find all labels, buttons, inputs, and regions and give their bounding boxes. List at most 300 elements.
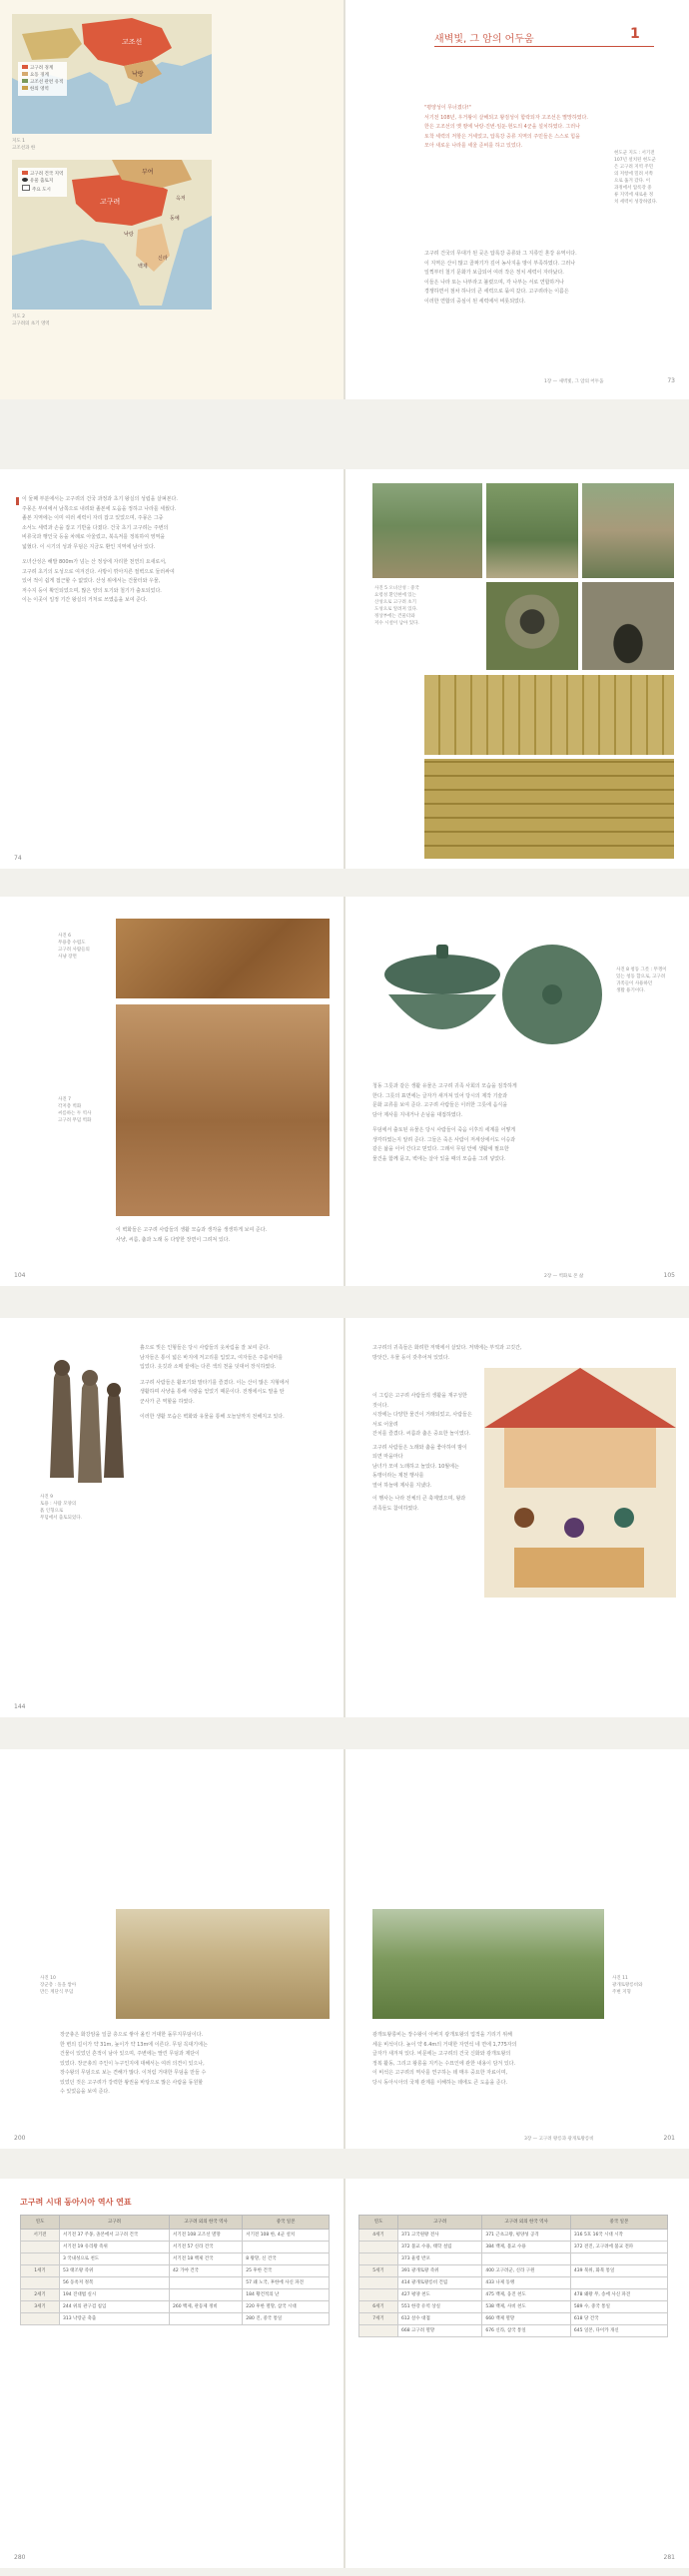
gutter	[344, 1318, 345, 1717]
vessel-lid-knob	[436, 945, 448, 959]
year-cell: 7세기	[359, 2313, 398, 2325]
year-cell: 2세기	[21, 2289, 60, 2301]
body-line: 열어 하늘에 제사를 지냈다.	[372, 1482, 432, 1489]
body-line: 시장에는 다양한 물건이 거래되었고, 사람들은 서로 어울려	[372, 1412, 472, 1428]
caption-line: 무덤에서 출토되었다.	[40, 1516, 82, 1521]
illustration-person	[564, 1518, 584, 1538]
china-japan-cell: 589 수, 중국 통일	[570, 2301, 667, 2313]
other-korea-cell	[170, 2313, 243, 2325]
body-line: 이들은 나라 또는 나부라고 불렸으며, 각 나부는 서로 연합하거나	[424, 279, 564, 286]
legend-label: 고조선 관련 유적	[30, 80, 64, 85]
table-row	[359, 2230, 668, 2242]
body-line: 정복 활동, 그리고 왕릉을 지키는 수묘인에 관한 내용이 담겨 있다.	[372, 2060, 516, 2067]
table-header-row	[359, 2216, 668, 2230]
body-line: 세운 비석이다. 높이 약 6.4m의 거대한 자연석 네 면에 1,775자의	[372, 2041, 517, 2048]
photo-bronze-vessel	[372, 915, 608, 1064]
legend-item	[22, 79, 63, 86]
caption-line: 씨름하는 두 역사	[58, 1111, 92, 1116]
year-cell: 3세기	[21, 2301, 60, 2313]
page-number: 74	[14, 855, 22, 862]
caption-line: 사냥 장면	[58, 955, 77, 960]
map2-legend	[18, 168, 67, 197]
body-line: 사냥, 씨름, 춤과 노래 등 다양한 장면이 그려져 있다.	[116, 1236, 231, 1243]
vessel-lid	[384, 955, 500, 994]
body-line: 장군총은 화강암을 일곱 층으로 쌓아 올린 거대한 돌무지무덤이다.	[60, 2032, 204, 2038]
mural1-caption	[58, 933, 112, 961]
map-label-nakrang: 낙랑	[132, 71, 144, 78]
legend-item	[22, 185, 63, 194]
body-line: 고구려 사람들은 노래와 춤을 좋아하여 밤이 되면 마을마다	[372, 1444, 467, 1460]
side-note-line: 으로 옮겨 갔다. 이	[614, 179, 651, 184]
year-cell	[21, 2313, 60, 2325]
china-japan-cell: 316 5호 16국 시대 시작	[570, 2230, 667, 2242]
spread-tombs	[0, 1749, 689, 2149]
table-row	[359, 2301, 668, 2313]
table-row	[21, 2301, 330, 2313]
year-cell	[21, 2254, 60, 2265]
china-japan-cell: 57 왜 노국, 후한에 사신 파견	[243, 2277, 330, 2289]
goguryeo-cell: 313 낙랑군 축출	[60, 2313, 170, 2325]
body-line: 흙으로 빚은 인형들은 당시 사람들의 옷차림을 잘 보여 준다.	[140, 1345, 271, 1351]
body-line: 이러한 연합의 중심이 된 세력에서 비롯되었다.	[424, 298, 526, 305]
body-line: 주몽은 부여에서 남쪽으로 내려와 졸본에 도읍을 정하고 나라를 세웠다.	[22, 505, 177, 512]
photo-fortress-gate	[582, 483, 674, 578]
caption-number: 지도 1	[12, 139, 25, 144]
quote-line: 한은 고조선의 옛 땅에 낙랑·진번·임둔·현도의 4군을 설치하였다. 그러나	[424, 124, 580, 130]
body-line: 고구려 건국의 무대가 된 곳은 압록강 중류와 그 지류인 혼강 유역이다.	[424, 251, 577, 257]
goguryeo-cell: 서기전 19 유리왕 즉위	[60, 2242, 170, 2254]
body-line: 남자들은 통이 넓은 바지에 저고리를 입었고, 여자들은 주름치마를	[140, 1354, 284, 1361]
china-japan-cell: 618 당 건국	[570, 2313, 667, 2325]
year-cell: 서기전	[21, 2230, 60, 2242]
caption-line: 생활 용기이다.	[616, 988, 645, 993]
page-105	[344, 897, 689, 1286]
body-line: 이 그림은 고구려 사람들의 생활을 재구성한 것이다.	[372, 1393, 467, 1409]
body-line: 고구려의 귀족들은 화려한 저택에서 살았다. 저택에는 부엌과 고깃간,	[372, 1345, 522, 1351]
chapter-number: 1	[630, 26, 640, 42]
caption-line: 사진 11	[612, 1976, 628, 1981]
body-line: 한 변의 길이가 약 31m, 높이가 약 13m에 이른다. 무덤 꼭대기에는	[60, 2041, 208, 2048]
col-header-china-japan: 중국 일본	[570, 2216, 667, 2230]
other-korea-cell	[482, 2254, 571, 2265]
photo-left-caption	[40, 1975, 112, 1996]
body-line: 입었다. 옷깃과 소매 끝에는 다른 색의 천을 덧대어 장식하였다.	[140, 1364, 277, 1370]
col-header-goguryeo: 고구려	[60, 2216, 170, 2230]
goguryeo-cell: 56 동옥저 정복	[60, 2277, 170, 2289]
spread-murals	[0, 897, 689, 1286]
goguryeo-cell: 414 광개토왕릉비 건립	[398, 2277, 482, 2289]
table-row	[21, 2289, 330, 2301]
col-header-china-japan: 중국 일본	[243, 2216, 330, 2230]
photo-fortress-ruins	[486, 483, 578, 578]
col-header-goguryeo: 고구려	[398, 2216, 482, 2230]
body-line: 고구려 초기의 도성으로 여겨진다. 사방이 깎아지른 절벽으로 둘러싸여	[22, 568, 175, 575]
photo-tunnel	[582, 582, 674, 670]
side-note-line: 은 고구려 지역 주민	[614, 165, 654, 170]
drop-accent	[16, 497, 19, 505]
other-korea-cell	[170, 2277, 243, 2289]
body-line: 한다. 그릇의 표면에는 글자가 새겨져 있어 당시의 제작 기술과	[372, 1092, 508, 1099]
page-73	[344, 0, 689, 399]
body-line: 이 비석은 고구려의 역사를 연구하는 데 매우 중요한 자료이며,	[372, 2070, 508, 2076]
china-japan-cell: 220 후한 멸망, 삼국 시대	[243, 2301, 330, 2313]
body-line: 건물이 있었던 흔적이 남아 있으며, 주변에는 딸린 무덤과 제단이	[60, 2051, 200, 2057]
photo-mural-wrestling	[116, 1004, 330, 1216]
col-header-other-korea: 고구려 외의 한국 역사	[482, 2216, 571, 2230]
body-text	[116, 1226, 330, 1245]
page-104	[0, 897, 344, 1286]
body-line: 이 벽화들은 고구려 사람들의 생활 모습과 생각을 생생하게 보여 준다.	[116, 1227, 268, 1233]
year-cell	[21, 2242, 60, 2254]
other-korea-cell: 서기전 18 백제 건국	[170, 2254, 243, 2265]
page-74	[0, 469, 344, 869]
table-row	[359, 2277, 668, 2289]
year-cell	[21, 2277, 60, 2289]
body-line: 이러한 생활 모습은 벽화와 유물을 통해 오늘날까지 전해지고 있다.	[140, 1414, 285, 1420]
other-korea-cell: 42 가야 건국	[170, 2265, 243, 2277]
caption-line: 고구려 무덤 벽화	[58, 1118, 92, 1123]
goguryeo-cell: 371 고국원왕 전사	[398, 2230, 482, 2242]
map1-legend	[18, 62, 67, 96]
running-footer: 2장 — 벽화로 본 삶	[544, 1274, 584, 1279]
body-line: 있어 적이 쉽게 접근할 수 없었다. 산성 위에서는 건물터와 우물,	[22, 578, 161, 584]
quote-line: 서기전 108년, 우거왕이 살해되고 왕검성이 함락되자 고조선은 멸망하였다.	[424, 114, 588, 121]
legend-label: 고구려 경계	[30, 66, 54, 71]
caption-line: 산성으로 고구려 초기	[374, 600, 416, 605]
gutter	[344, 1749, 345, 2149]
body-line: 경쟁하면서 점차 하나의 큰 세력으로 묶여 갔다. 고구려라는 이름은	[424, 289, 569, 295]
legend-label: 요동 경계	[30, 73, 49, 78]
body-line: 생각하였는지 알려 준다. 그들은 죽은 사람이 저세상에서도 이승과	[372, 1136, 516, 1143]
body-line: 있었다. 장군총의 주인이 누구인지에 대해서는 여러 의견이 있으나,	[60, 2060, 205, 2067]
year-cell	[359, 2325, 398, 2337]
other-korea-cell: 400 고구려군, 신라 구원	[482, 2265, 571, 2277]
goguryeo-cell: 3 국내성으로 천도	[60, 2254, 170, 2265]
caption-line: 사진 5 오녀산성 : 중국	[374, 586, 419, 591]
chapter-rule	[434, 46, 654, 47]
body-text	[60, 2031, 330, 2098]
col-header-year: 연도	[21, 2216, 60, 2230]
map2-caption	[12, 314, 50, 327]
year-cell	[359, 2289, 398, 2301]
year-cell	[359, 2254, 398, 2265]
photo-fortress-wall	[372, 483, 482, 578]
body-text-top	[372, 1344, 672, 1363]
map-label-nakrang: 낙랑	[124, 232, 134, 238]
body-text	[22, 495, 327, 606]
other-korea-cell: 433 나제 동맹	[482, 2277, 571, 2289]
body-line: 잔치를 즐겼다. 씨름과 춤은 중요한 놀이였다.	[372, 1431, 471, 1437]
body-line: 청동 그릇과 같은 생활 유물은 고구려 귀족 사회의 모습을 짐작하게	[372, 1083, 517, 1089]
timeline-table-left	[20, 2215, 330, 2325]
caption-line: 무용총 수렵도	[58, 941, 86, 946]
china-japan-cell	[570, 2254, 667, 2265]
map-label-buyeo: 부여	[142, 169, 154, 176]
illustration-house	[504, 1428, 656, 1488]
year-cell	[359, 2277, 398, 2289]
goguryeo-cell: 53 태조왕 즉위	[60, 2265, 170, 2277]
legend-label: 고구려 건국 지역	[30, 172, 64, 177]
timeline-title: 고구려 시대 동아시아 역사 연표	[20, 2198, 132, 2207]
body-line: 방앗간, 우물 등이 갖추어져 있었다.	[372, 1354, 450, 1361]
page-number: 201	[663, 2135, 675, 2142]
figurine-1-head	[54, 1360, 70, 1376]
legend-label: 주요 도시	[32, 188, 51, 193]
caption-line: 사진 7	[58, 1097, 71, 1102]
year-cell: 5세기	[359, 2265, 398, 2277]
photo-general-tomb	[116, 1909, 330, 2019]
caption-line: 각저총 벽화	[58, 1104, 82, 1109]
table-row	[21, 2254, 330, 2265]
caption-line: 토용 : 사람 모양의	[40, 1502, 77, 1507]
illustration-market	[514, 1548, 644, 1588]
page-75	[344, 469, 689, 869]
page-281	[344, 2179, 689, 2568]
body-line: 광개토왕릉비는 장수왕이 아버지 광개토왕의 업적을 기리기 위해	[372, 2032, 512, 2038]
china-japan-cell: 184 황건적의 난	[243, 2289, 330, 2301]
goguryeo-cell: 373 율령 반포	[398, 2254, 482, 2265]
table-row	[21, 2265, 330, 2277]
page-200	[0, 1749, 344, 2149]
legend-label: 유물 출토지	[30, 179, 54, 184]
spread-maps-chapter	[0, 0, 689, 399]
timeline-body-right	[359, 2230, 668, 2337]
chapter-body	[424, 250, 608, 307]
goguryeo-cell: 612 살수 대첩	[398, 2313, 482, 2325]
other-korea-cell: 260 백제, 관등제 정비	[170, 2301, 243, 2313]
other-korea-cell: 676 신라, 삼국 통일	[482, 2325, 571, 2337]
year-cell: 6세기	[359, 2301, 398, 2313]
gutter	[344, 2179, 345, 2568]
figurine-3-head	[107, 1383, 121, 1397]
illustration-village-life	[484, 1368, 676, 1598]
side-note-line: 치 세력이 성장하였다.	[614, 200, 658, 205]
page-number: 105	[663, 1272, 675, 1279]
gutter	[344, 897, 345, 1286]
goguryeo-cell: 372 불교 수용, 태학 설립	[398, 2242, 482, 2254]
running-footer: 1장 — 새벽빛, 그 암의 어두움	[544, 379, 604, 384]
side-note	[614, 150, 680, 206]
page-145	[344, 1318, 689, 1717]
photo-caption	[374, 585, 478, 627]
china-japan-cell	[570, 2277, 667, 2289]
body-line: 장수왕의 무덤으로 보는 견해가 많다. 이처럼 거대한 무덤을 만들 수	[60, 2070, 207, 2076]
caption-line: 귀족들이 사용하던	[616, 981, 653, 986]
photo-site-aerial-2	[424, 759, 674, 859]
map-label-silla: 신라	[158, 256, 168, 262]
body-line: 물건을 함께 묻고, 벽에는 살아 있을 때의 모습을 그려 넣었다.	[372, 1155, 506, 1162]
goguryeo-cell: 551 한강 유역 상실	[398, 2301, 482, 2313]
side-note-line: 107년 설치된 현도군	[614, 158, 656, 163]
caption-line: 광개토왕릉비와	[612, 1983, 643, 1988]
caption-line: 요령성 환인현에 있는	[374, 593, 416, 598]
other-korea-cell: 538 백제, 사비 천도	[482, 2301, 571, 2313]
table-row	[359, 2289, 668, 2301]
year-cell: 1세기	[21, 2265, 60, 2277]
caption-line: 사진 8 청동 그릇 : 뚜껑이	[616, 967, 667, 972]
legend-item	[22, 86, 63, 93]
body-line: 오녀산성은 해발 800m가 넘는 산 정상에 자리한 천연의 요새로서,	[22, 559, 167, 565]
map1-caption	[12, 138, 35, 152]
page-number: 104	[14, 1272, 26, 1279]
quote-line: 모아 새로운 나라를 세울 준비를 하고 있었다.	[424, 143, 523, 149]
body-line: 이 둘째 부분에서는 고구려의 건국 과정과 초기 왕실의 성립을 살펴본다.	[22, 496, 178, 502]
table-row	[21, 2313, 330, 2325]
photo-site-aerial-1	[424, 675, 674, 755]
goguryeo-cell: 668 고구려 멸망	[398, 2325, 482, 2337]
side-note-line: 과정에서 압록강 중	[614, 186, 652, 191]
other-korea-cell: 660 백제 멸망	[482, 2313, 571, 2325]
page-144	[0, 1318, 344, 1717]
illustration-person	[514, 1508, 534, 1528]
spread-figurines	[0, 1318, 689, 1717]
photo-well	[486, 582, 578, 670]
table-header-row	[21, 2216, 330, 2230]
year-cell: 4세기	[359, 2230, 398, 2242]
body-text	[372, 2031, 642, 2088]
caption-line: 주변 지형	[612, 1990, 631, 1995]
photo-mural-hunting	[116, 919, 330, 998]
table-row	[359, 2325, 668, 2337]
body-line: 저수지 등이 확인되었으며, 많은 양의 토기와 철기가 출토되었다.	[22, 587, 162, 594]
running-footer: 3장 — 고구려 왕릉과 광개토왕릉비	[524, 2137, 594, 2142]
body-line: 당시 동아시아의 국제 관계를 이해하는 데에도 큰 도움을 준다.	[372, 2079, 508, 2086]
goguryeo-cell: 서기전 37 주몽, 졸본에서 고구려 건국	[60, 2230, 170, 2242]
legend-item	[22, 72, 63, 79]
body-line: 소서노 세력과 손을 잡고 기반을 다졌다. 건국 초기 고구려는 주변의	[22, 524, 169, 531]
timeline-body-left	[21, 2230, 330, 2325]
gutter	[344, 0, 345, 399]
page-number: 280	[14, 2554, 26, 2561]
goguryeo-cell: 427 평양 천도	[398, 2289, 482, 2301]
body-line: 졸본 지역에는 이미 여러 세력이 자리 잡고 있었으며, 주몽은 그중	[22, 515, 164, 521]
body-line: 담아 제사를 지내거나 손님을 대접하였다.	[372, 1111, 463, 1118]
body-line: 문화 교류를 보여 준다. 고구려 사람들은 이러한 그릇에 음식을	[372, 1102, 508, 1108]
table-row	[359, 2313, 668, 2325]
china-japan-cell: 645 일본, 다이카 개신	[570, 2325, 667, 2337]
vessel-caption	[616, 966, 682, 994]
table-row	[359, 2254, 668, 2265]
figure-caption	[40, 1494, 130, 1522]
chapter-quote	[424, 104, 608, 152]
table-row	[21, 2230, 330, 2242]
body-line: 같은 삶을 이어 간다고 믿었다. 그래서 무덤 안에 생활에 필요한	[372, 1146, 509, 1152]
caption-line: 사진 6	[58, 934, 71, 939]
other-korea-cell: 475 백제, 웅진 천도	[482, 2289, 571, 2301]
body-line: 있었던 것은 고구려가 강력한 왕권을 바탕으로 많은 사람을 동원할	[60, 2079, 204, 2086]
china-japan-cell: 25 후한 건국	[243, 2265, 330, 2277]
caption-line: 도성으로 알려져 있다.	[374, 607, 418, 612]
quote-line: "평양성이 무너졌다!"	[424, 105, 471, 111]
china-japan-cell: 372 전진, 고구려에 불교 전파	[570, 2242, 667, 2254]
body-line: 수 있었음을 보여 준다.	[60, 2089, 110, 2095]
caption-line: 정상부에는 건물터와	[374, 614, 415, 619]
body-line: 비류국과 행인국 등을 차례로 아울렀고, 북옥저를 정복하여 영역을	[22, 534, 166, 540]
goguryeo-cell: 391 광개토왕 즉위	[398, 2265, 482, 2277]
timeline-table-right	[358, 2215, 668, 2337]
body-text	[140, 1344, 330, 1423]
caption-text: 고조선과 한	[12, 146, 36, 151]
body-line: 일찍부터 철기 문화가 보급되어 여러 작은 정치 세력이 자라났다.	[424, 270, 564, 276]
legend-label: 한의 영역	[30, 87, 49, 92]
china-japan-cell: 8 왕망, 신 건국	[243, 2254, 330, 2265]
page-number: 73	[667, 377, 675, 384]
other-korea-cell: 서기전 57 신라 건국	[170, 2242, 243, 2254]
table-row	[21, 2242, 330, 2254]
body-text-side	[372, 1388, 478, 1514]
map-label-okjeo: 옥저	[176, 196, 186, 202]
vessel-lid-center	[542, 984, 562, 1004]
page-number: 200	[14, 2135, 26, 2142]
body-line: 이는 이곳이 일정 기간 왕실의 거처로 쓰였음을 보여 준다.	[22, 597, 148, 603]
goguryeo-cell: 194 진대법 실시	[60, 2289, 170, 2301]
caption-line: 만든 계단식 무덤	[40, 1990, 74, 1995]
page-280	[0, 2179, 344, 2568]
map-label-baekje: 백제	[138, 264, 148, 270]
year-cell	[359, 2242, 398, 2254]
photo-right-caption	[612, 1975, 682, 1996]
china-japan-cell	[243, 2242, 330, 2254]
legend-item	[22, 178, 63, 185]
caption-line: 있는 청동 합으로, 고구려	[616, 974, 666, 979]
body-line: 넓혔다. 이 시기의 성과 무덤은 지금도 환인 지역에 남아 있다.	[22, 543, 156, 550]
body-line: 고구려 사람들은 활쏘기와 말타기를 즐겼다. 이는 산이 많은 지형에서	[140, 1379, 290, 1386]
body-line: 이 지역은 산이 많고 골짜기가 깊어 농사지을 땅이 부족하였다. 그러나	[424, 260, 576, 267]
legend-item	[22, 65, 63, 72]
side-note-line: 의 저항에 밀려 서쪽	[614, 172, 654, 177]
map-label-dongye: 동예	[170, 216, 180, 222]
photo-figurines	[40, 1338, 130, 1488]
goguryeo-cell: 244 위의 관구검 침입	[60, 2301, 170, 2313]
page-72	[0, 0, 344, 399]
other-korea-cell: 371 근초고왕, 평양성 공격	[482, 2230, 571, 2242]
body-line: 남녀가 모여 노래하고 놀았다. 10월에는 동맹이라는 제천 행사를	[372, 1463, 459, 1479]
other-korea-cell: 서기전 108 고조선 멸망	[170, 2230, 243, 2242]
caption-line: 장군총 : 돌을 쌓아	[40, 1983, 77, 1988]
table-row	[21, 2277, 330, 2289]
mural2-caption	[58, 1096, 112, 1124]
caption-line: 흙 인형으로	[40, 1509, 64, 1514]
body-line: 생활하며 사냥을 통해 식량을 얻었기 때문이다. 전쟁에서도 말을 탄	[140, 1389, 285, 1395]
page-number: 144	[14, 1703, 26, 1710]
body-line: 글자가 새겨져 있다. 비문에는 고구려의 건국 신화와 광개토왕의	[372, 2051, 511, 2057]
chapter-title: 새벽빛, 그 암의 어두움	[434, 34, 534, 45]
gutter	[344, 469, 345, 869]
caption-line: 사진 9	[40, 1495, 53, 1500]
illustration-person	[614, 1508, 634, 1528]
col-header-year: 연도	[359, 2216, 398, 2230]
table-row	[359, 2265, 668, 2277]
map-label-goguryeo: 고구려	[100, 198, 121, 206]
page-201	[344, 1749, 689, 2149]
photo-stele-landscape	[372, 1909, 604, 2019]
page-number: 281	[663, 2554, 675, 2561]
body-text	[372, 1082, 608, 1164]
figurine-2-head	[82, 1370, 98, 1386]
other-korea-cell: 384 백제, 불교 수용	[482, 2242, 571, 2254]
china-japan-cell: 439 북위, 화북 통일	[570, 2265, 667, 2277]
body-line: 군사가 큰 역할을 하였다.	[140, 1398, 195, 1405]
caption-number: 지도 2	[12, 315, 25, 320]
body-line: 무덤에서 출토된 유물은 당시 사람들이 죽음 이후의 세계를 어떻게	[372, 1127, 516, 1133]
side-note-line: 현도군 지도 : 서기전	[614, 151, 655, 156]
caption-line: 고구려 사람들의	[58, 948, 90, 953]
table-row	[359, 2242, 668, 2254]
spread-timeline	[0, 2179, 689, 2568]
col-header-other-korea: 고구려 외의 한국 역사	[170, 2216, 243, 2230]
china-japan-cell: 서기전 108 한, 4군 설치	[243, 2230, 330, 2242]
quote-line: 토착 세력의 저항은 거세었고, 압록강 중류 지역의 주민들은 스스로 힘을	[424, 133, 580, 140]
